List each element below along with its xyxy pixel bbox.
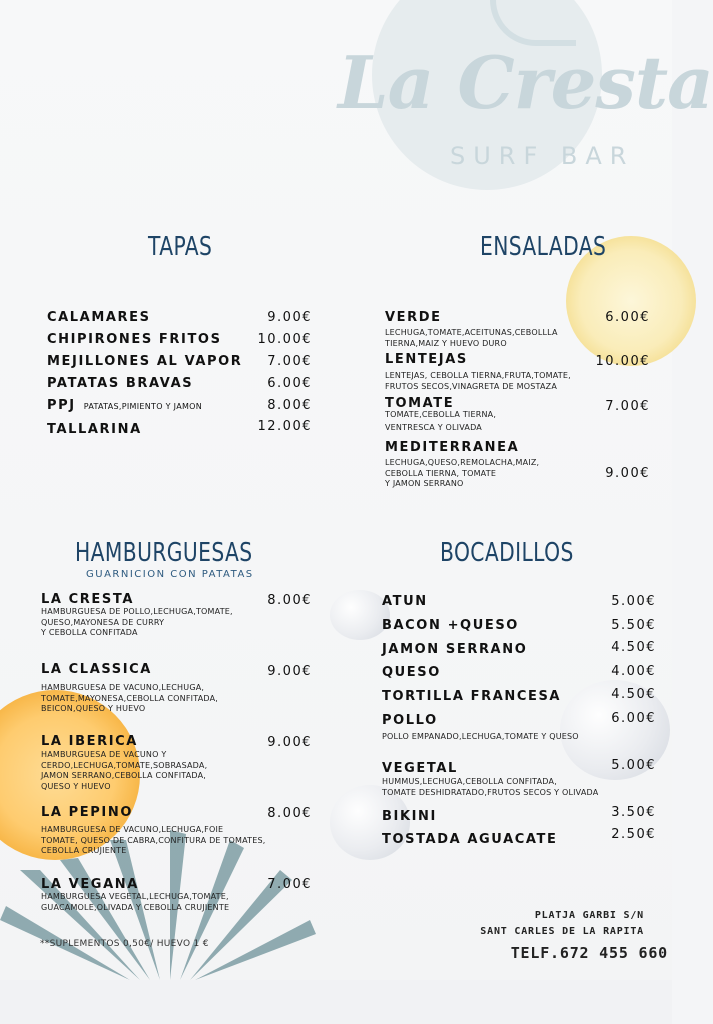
menu-item-name: BACON +QUESO (382, 618, 519, 633)
logo-wordmark: La Cresta (338, 40, 713, 125)
menu-item-description: POLLO EMPANADO,LECHUGA,TOMATE Y QUESO (382, 732, 579, 741)
phone-number[interactable]: TELF.672 455 660 (510, 944, 668, 962)
menu-item-price: 9.00€ (605, 466, 650, 481)
menu-item-name: JAMON SERRANO (382, 642, 528, 657)
menu-item-price: 9.00€ (267, 310, 312, 325)
menu-item-name: TORTILLA FRANCESA (382, 689, 562, 704)
menu-item-name: LA PEPINO (41, 805, 133, 820)
section-title-bocadillos: BOCADILLOS (440, 538, 574, 568)
menu-item-description: TOMATE,CEBOLLA TIERNA, VENTRESCA Y OLIVADA (385, 410, 497, 432)
menu-item-name: MEDITERRANEA (385, 440, 520, 455)
section-subtitle: GUARNICION CON PATATAS (86, 569, 254, 580)
menu-item-price: 6.00€ (267, 376, 312, 391)
menu-item-price: 5.00€ (611, 594, 656, 609)
menu-item-description: HAMBURGUESA DE POLLO,LECHUGA,TOMATE, QUESO,MAYONESA DE CURRY Y CEBOLLA CONFITADA (41, 607, 233, 637)
menu-item-name: POLLO (382, 713, 438, 728)
menu-item-name: TOSTADA AGUACATE (382, 832, 558, 847)
menu-item-name: LA VEGANA (41, 877, 139, 892)
menu-item-price: 9.00€ (267, 664, 312, 679)
menu-item-name: MEJILLONES AL VAPOR (47, 354, 243, 369)
menu-item-name: ATUN (382, 594, 428, 609)
seashell-decoration (330, 590, 390, 640)
menu-item-price: 10.00€ (595, 354, 650, 369)
bottom-margin (0, 980, 672, 1024)
menu-item-description: PATATAS,PIMIENTO Y JAMON (83, 402, 203, 411)
menu-item-name: TALLARINA (47, 422, 142, 437)
menu-item-price: 8.00€ (267, 398, 312, 413)
section-title-tapas: TAPAS (148, 232, 213, 262)
menu-item-price: 9.00€ (267, 735, 312, 750)
menu-item-description: HAMBURGUESA DE VACUNO,LECHUGA,FOIE TOMATE, QUESO DE CABRA,CONFITURA DE TOMATES, CEBOLLA CRUJIENTE (41, 825, 266, 855)
menu-item-description: HAMBURGUESA VEGETAL,LECHUGA,TOMATE, GUACAMOLE,OLIVADA Y CEBOLLA CRUJIENTE (41, 892, 230, 912)
menu-item-price: 3.50€ (611, 805, 656, 820)
menu-item-price: 7.00€ (267, 354, 312, 369)
logo-subtitle: SURF BAR (450, 142, 635, 170)
menu-item-price: 6.00€ (605, 310, 650, 325)
menu-item-name: VERDE (385, 310, 442, 325)
menu-item-price: 2.50€ (611, 827, 656, 842)
menu-item-price: 7.00€ (267, 877, 312, 892)
menu-item-price: 4.50€ (611, 640, 656, 655)
menu-item-name: LA IBERICA (41, 734, 138, 749)
menu-item-price: 8.00€ (267, 593, 312, 608)
menu-item-name: TOMATE (385, 396, 455, 411)
menu-item-price: 7.00€ (605, 399, 650, 414)
menu-item-description: LECHUGA,TOMATE,ACEITUNAS,CEBOLLLA TIERNA,MAIZ Y HUEVO DURO (385, 328, 558, 348)
menu-item-name: LA CLASSICA (41, 662, 152, 677)
menu-item-description: LECHUGA,QUESO,REMOLACHA,MAIZ, CEBOLLA TIERNA, TOMATE Y JAMON SERRANO (385, 458, 540, 488)
menu-item-name: LENTEJAS (385, 352, 468, 367)
menu-item-price: 5.50€ (611, 618, 656, 633)
section-title-hamburguesas: HAMBURGUESAS (75, 538, 253, 568)
section-title-ensaladas: ENSALADAS (480, 232, 607, 262)
brand-logo (330, 0, 713, 200)
menu-item-description: HUMMUS,LECHUGA,CEBOLLA CONFITADA, TOMATE DESHIDRATADO,FRUTOS SECOS Y OLIVADA (382, 777, 599, 797)
menu-item-price: 10.00€ (257, 332, 312, 347)
menu-item-name: CALAMARES (47, 310, 151, 325)
menu-item-price: 4.00€ (611, 664, 656, 679)
menu-item-name (47, 398, 202, 413)
menu-item-name: VEGETAL (382, 761, 458, 776)
menu-item-name: BIKINI (382, 809, 437, 824)
menu-item-price: 6.00€ (611, 711, 656, 726)
menu-item-price: 12.00€ (257, 419, 312, 434)
menu-item-price: 5.00€ (611, 758, 656, 773)
menu-item-price: 4.50€ (611, 687, 656, 702)
address-line-1: PLATJA GARBI S/N (534, 910, 644, 921)
menu-item-name: QUESO (382, 665, 441, 680)
supplements-note: **SUPLEMENTOS 0,50€/ HUEVO 1 € (40, 939, 209, 949)
menu-item-label: PPJ (47, 398, 76, 413)
menu-item-name: CHIPIRONES FRITOS (47, 332, 222, 347)
menu-item-description: HAMBURGUESA DE VACUNO,LECHUGA, TOMATE,MAYONESA,CEBOLLA CONFITADA, BEICON,QUESO Y HUEVO (41, 683, 219, 713)
menu-item-description: LENTEJAS, CEBOLLA TIERNA,FRUTA,TOMATE, FRUTOS SECOS,VINAGRETA DE MOSTAZA (385, 371, 571, 391)
menu-item-price: 8.00€ (267, 806, 312, 821)
menu-item-description: HAMBURGUESA DE VACUNO Y CERDO,LECHUGA,TOMATE,SOBRASADA, JAMON SERRANO,CEBOLLA CONFITADA, QUESO Y HUEVO (41, 750, 208, 791)
menu-item-name: LA CRESTA (41, 592, 134, 607)
menu-item-name: PATATAS BRAVAS (47, 376, 194, 391)
address-line-2: SANT CARLES DE LA RAPITA (480, 926, 644, 937)
